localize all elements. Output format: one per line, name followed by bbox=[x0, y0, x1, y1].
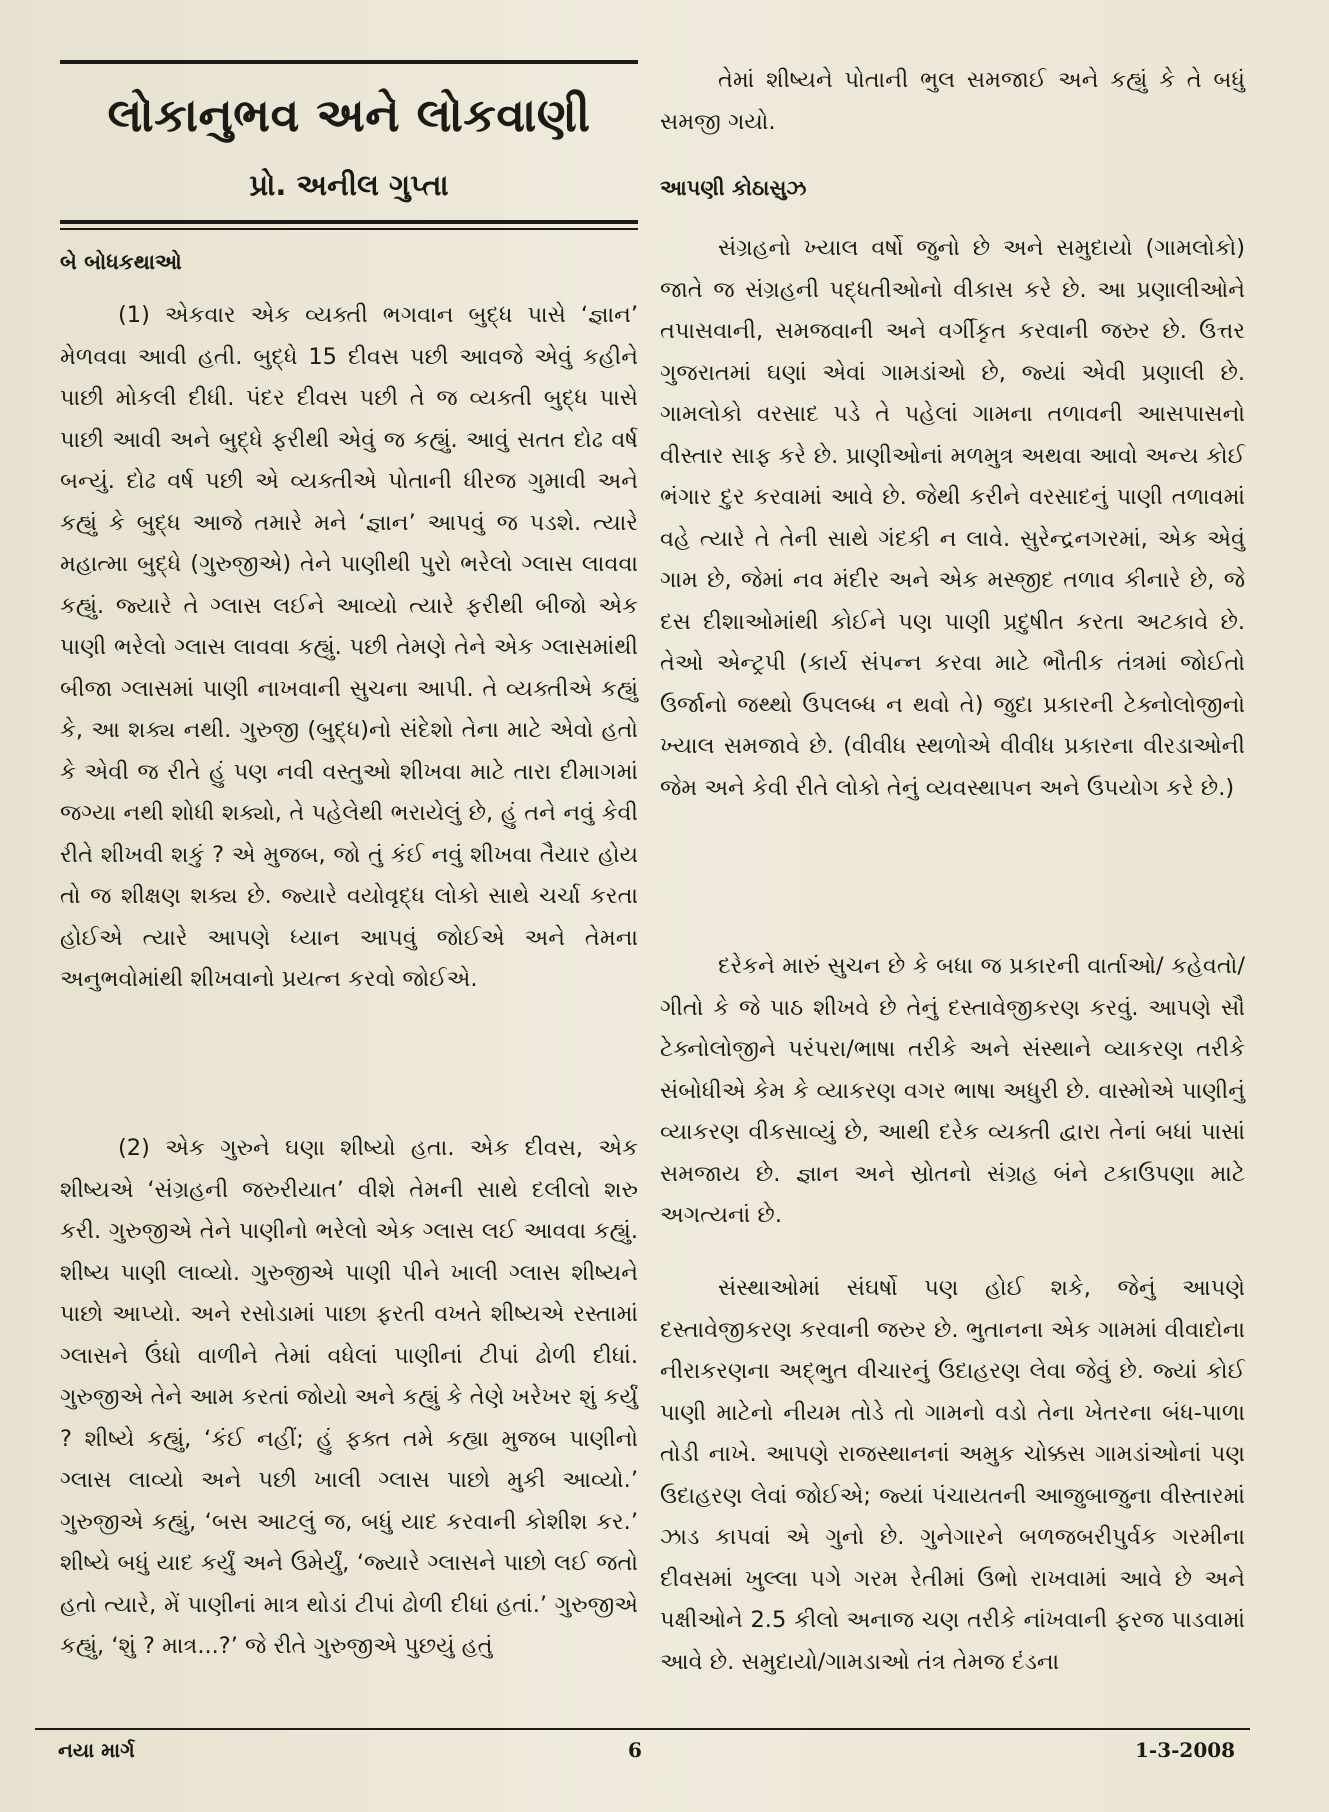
story-1-paragraph: (1) એકવાર એક વ્યક્તી ભગવાન બુદ્ધ પાસે ‘જ્ઞાન’ મેળવવા આવી હતી. બુદ્ધે 15 દીવસ પછી આવજે એવું કહીને પાછી મોકલી દીધી. પંદર દીવસ પછી તે જ વ્યક્તી બુદ્ધ પાસે પાછી આવી અને બુદ્ધે ફરીથી એવું જ કહ્યું. આવું સતત દોઢ વર્ષ બન્યું. દોઢ વર્ષ પછી એ વ્યક્તીએ પોતાની ધીરજ ગુમાવી અને કહ્યું કે બુદ્ધ આજે તમારે મને ‘જ્ઞાન’ આપવું જ પડશે. ત્યારે મહાત્મા બુદ્ધે (ગુરુજીએ) તેને પાણીથી પુરો ભરેલો ગ્લાસ લાવવા કહ્યું. જ્યારે તે ગ્લાસ લઈને આવ્યો ત્યારે ફરીથી બીજો એક પાણી ભરેલો ગ્લાસ લાવવા કહ્યું. પછી તેમણે તેને એક ગ્લાસમાંથી બીજા ગ્લાસમાં પાણી નાખવાની સુચના આપી. તે વ્યક્તીએ કહ્યું કે, આ શક્ય નથી. ગુરુજી (બુદ્ધ)નો સંદેશો તેના માટે એવો હતો કે એવી જ રીતે હું પણ નવી વસ્તુઓ શીખવા માટે તારા દીમાગમાં જગ્યા નથી શોધી શક્યો, તે પહેલેથી ભરાયેલું છે, હું તને નવું કેવી રીતે શીખવી શકું ? એ મુજબ, જો તું કંઈ નવું શીખવા તૈયાર હોય તો જ શીક્ષણ શક્ય છે. જ્યારે વયોવૃદ્ધ લોકો સાથે ચર્ચા કરતા હોઈએ ત્યારે આપણે ધ્યાન આપવું જોઈએ અને તેમના અનુભવોમાંથી શીખવાનો પ્રયત્ન કરવો જોઈએ. bbox=[60, 302, 638, 992]
story-2-paragraph: (2) એક ગુરુને ઘણા શીષ્યો હતા. એક દીવસ, એક શીષ્યએ ‘સંગ્રહની જરુરીયાત’ વીશે તેમની સાથે દલીલો શરુ કરી. ગુરુજીએ તેને પાણીનો ભરેલો એક ગ્લાસ લઈ આવવા કહ્યું. શીષ્ય પાણી લાવ્યો. ગુરુજીએ પાણી પીને ખાલી ગ્લાસ શીષ્યને પાછો આપ્યો. અને રસોડામાં પાછા ફરતી વખતે શીષ્યએ રસ્તામાં ગ્લાસને ઉંધો વાળીને તેમાં વધેલાં પાણીનાં ટીપાં ઢોળી દીધાં. ગુરુજીએ તેને આમ કરતાં જોયો અને કહ્યું કે તેણે ખરેખર શું કર્યું ? શીષ્યે કહ્યું, ‘કંઈ નહીં; હું ફક્ત તમે કહ્યા મુજબ પાણીનો ગ્લાસ લાવ્યો અને પછી ખાલી ગ્લાસ પાછો મુકી આવ્યો.’ ગુરુજીએ કહ્યું, ‘બસ આટલું જ, બધું યાદ કરવાની કોશીશ કર.’ શીષ્યે બધું યાદ કર્યું અને ઉમેર્યું, ‘જ્યારે ગ્લાસને પાછો લઈ જતો હતો ત્યારે, મેં પાણીનાં માત્ર થોડાં ટીપાં ઢોળી દીધાં હતાં.’ ગુરુજીએ કહ્યું, ‘શું ? માત્ર...?’ જે રીતે ગુરુજીએ પુછયું હતું bbox=[60, 1135, 638, 1659]
article-title: લોકાનુભવ અને લોકવાણી bbox=[107, 88, 591, 142]
section-heading-wisdom: આપણી કોઠાસુઝ bbox=[660, 176, 807, 200]
issue-date: 1-3-2008 bbox=[1135, 1738, 1236, 1762]
footer-rule bbox=[35, 1728, 1250, 1730]
article-author: પ્રો. અનીલ ગુપ્તા bbox=[249, 168, 449, 202]
section-heading-two-stories: બે બોધકથાઓ bbox=[60, 250, 182, 274]
page-number: 6 bbox=[628, 1738, 642, 1762]
publication-name: નયા માર્ગ bbox=[58, 1738, 135, 1762]
story-2-conclusion: તેમાં શીષ્યને પોતાની ભુલ સમજાઈ અને કહ્યું કે તે બધું સમજી ગયો. bbox=[660, 67, 1245, 135]
wisdom-paragraph-1: સંગ્રહનો ખ્યાલ વર્ષો જુનો છે અને સમુદાયો (ગામલોકો) જાતે જ સંગ્રહની પદ્ધતીઓનો વીકાસ કરે છે. આ પ્રણાલીઓને તપાસવાની, સમજવાની અને વર્ગીકૃત કરવાની જરુર છે. ઉત્તર ગુજરાતમાં ઘણાં એવાં ગામડાંઓ છે, જ્યાં એવી પ્રણાલી છે. ગામલોકો વરસાદ પડે તે પહેલાં ગામના તળાવની આસપાસનો વીસ્તાર સાફ કરે છે. પ્રાણીઓનાં મળમુત્ર અથવા આવો અન્ય કોઈ ભંગાર દુર કરવામાં આવે છે. જેથી કરીને વરસાદનું પાણી તળાવમાં વહે ત્યારે તે તેની સાથે ગંદકી ન લાવે. સુરેન્દ્રનગરમાં, એક એવું ગામ છે, જેમાં નવ મંદીર અને એક મસ્જીદ તળાવ કીનારે છે, જે દસ દીશાઓમાંથી કોઈને પણ પાણી પ્રદુષીત કરતા અટકાવે છે. તેઓ એન્ટ્રપી (કાર્ય સંપન્ન કરવા માટે ભૌતીક તંત્રમાં જોઈતો ઉર્જાનો જથ્થો ઉપલબ્ધ ન થવો તે) જુદા પ્રકારની ટેક્નોલોજીનો ખ્યાલ સમજાવે છે. (વીવીધ સ્થળોએ વીવીધ પ્રકારના વીરડાઓની જેમ અને કેવી રીતે લોકો તેનું વ્યવસ્થાપન અને ઉપયોગ કરે છે.) bbox=[660, 235, 1245, 801]
top-rule bbox=[60, 60, 638, 64]
wisdom-paragraph-2: દરેકને મારું સુચન છે કે બધા જ પ્રકારની વાર્તાઓ/ કહેવતો/ ગીતો કે જે પાઠ શીખવે છે તેનું દસ્તાવેજીકરણ કરવું. આપણે સૌ ટેક્નોલોજીને પરંપરા/ભાષા તરીકે અને સંસ્થાને વ્યાકરણ તરીકે સંબોધીએ કેમ કે વ્યાકરણ વગર ભાષા અધુરી છે. વાસ્મોએ પાણીનું વ્યાકરણ વીકસાવ્યું છે, આથી દરેક વ્યક્તી દ્વારા તેનાં બધાં પાસાં સમજાય છે. જ્ઞાન અને સ્રોતનો સંગ્રહ બંને ટકાઉપણા માટે અગત્યનાં છે. bbox=[660, 953, 1245, 1228]
title-rule-bottom-thin bbox=[60, 228, 638, 230]
wisdom-paragraph-3: સંસ્થાઓમાં સંઘર્ષો પણ હોઈ શકે, જેનું આપણે દસ્તાવેજીકરણ કરવાની જરુર છે. ભુતાનના એક ગામમાં વીવાદોના નીરાકરણના અદ્ભુત વીચારનું ઉદાહરણ લેવા જેવું છે. જ્યાં કોઈ પાણી માટેનો નીયમ તોડે તો ગામનો વડો તેના ખેતરના બંધ-પાળા તોડી નાખે. આપણે રાજસ્થાનનાં અમુક ચોક્કસ ગામડાંઓનાં પણ ઉદાહરણ લેવાં જોઈએ; જ્યાં પંચાયતની આજુબાજુના વીસ્તારમાં ઝાડ કાપવાં એ ગુનો છે. ગુનેગારને બળજબરીપુર્વક ગરમીના દીવસમાં ખુલ્લા પગે ગરમ રેતીમાં ઉભો રાખવામાં આવે છે અને પક્ષીઓને 2.5 કીલો અનાજ ચણ તરીકે નાંખવાની ફરજ પાડવામાં આવે છે. સમુદાયો/ગામડાઓ તંત્ર તેમજ દંડના bbox=[660, 1275, 1245, 1675]
title-rule-bottom bbox=[60, 220, 638, 224]
